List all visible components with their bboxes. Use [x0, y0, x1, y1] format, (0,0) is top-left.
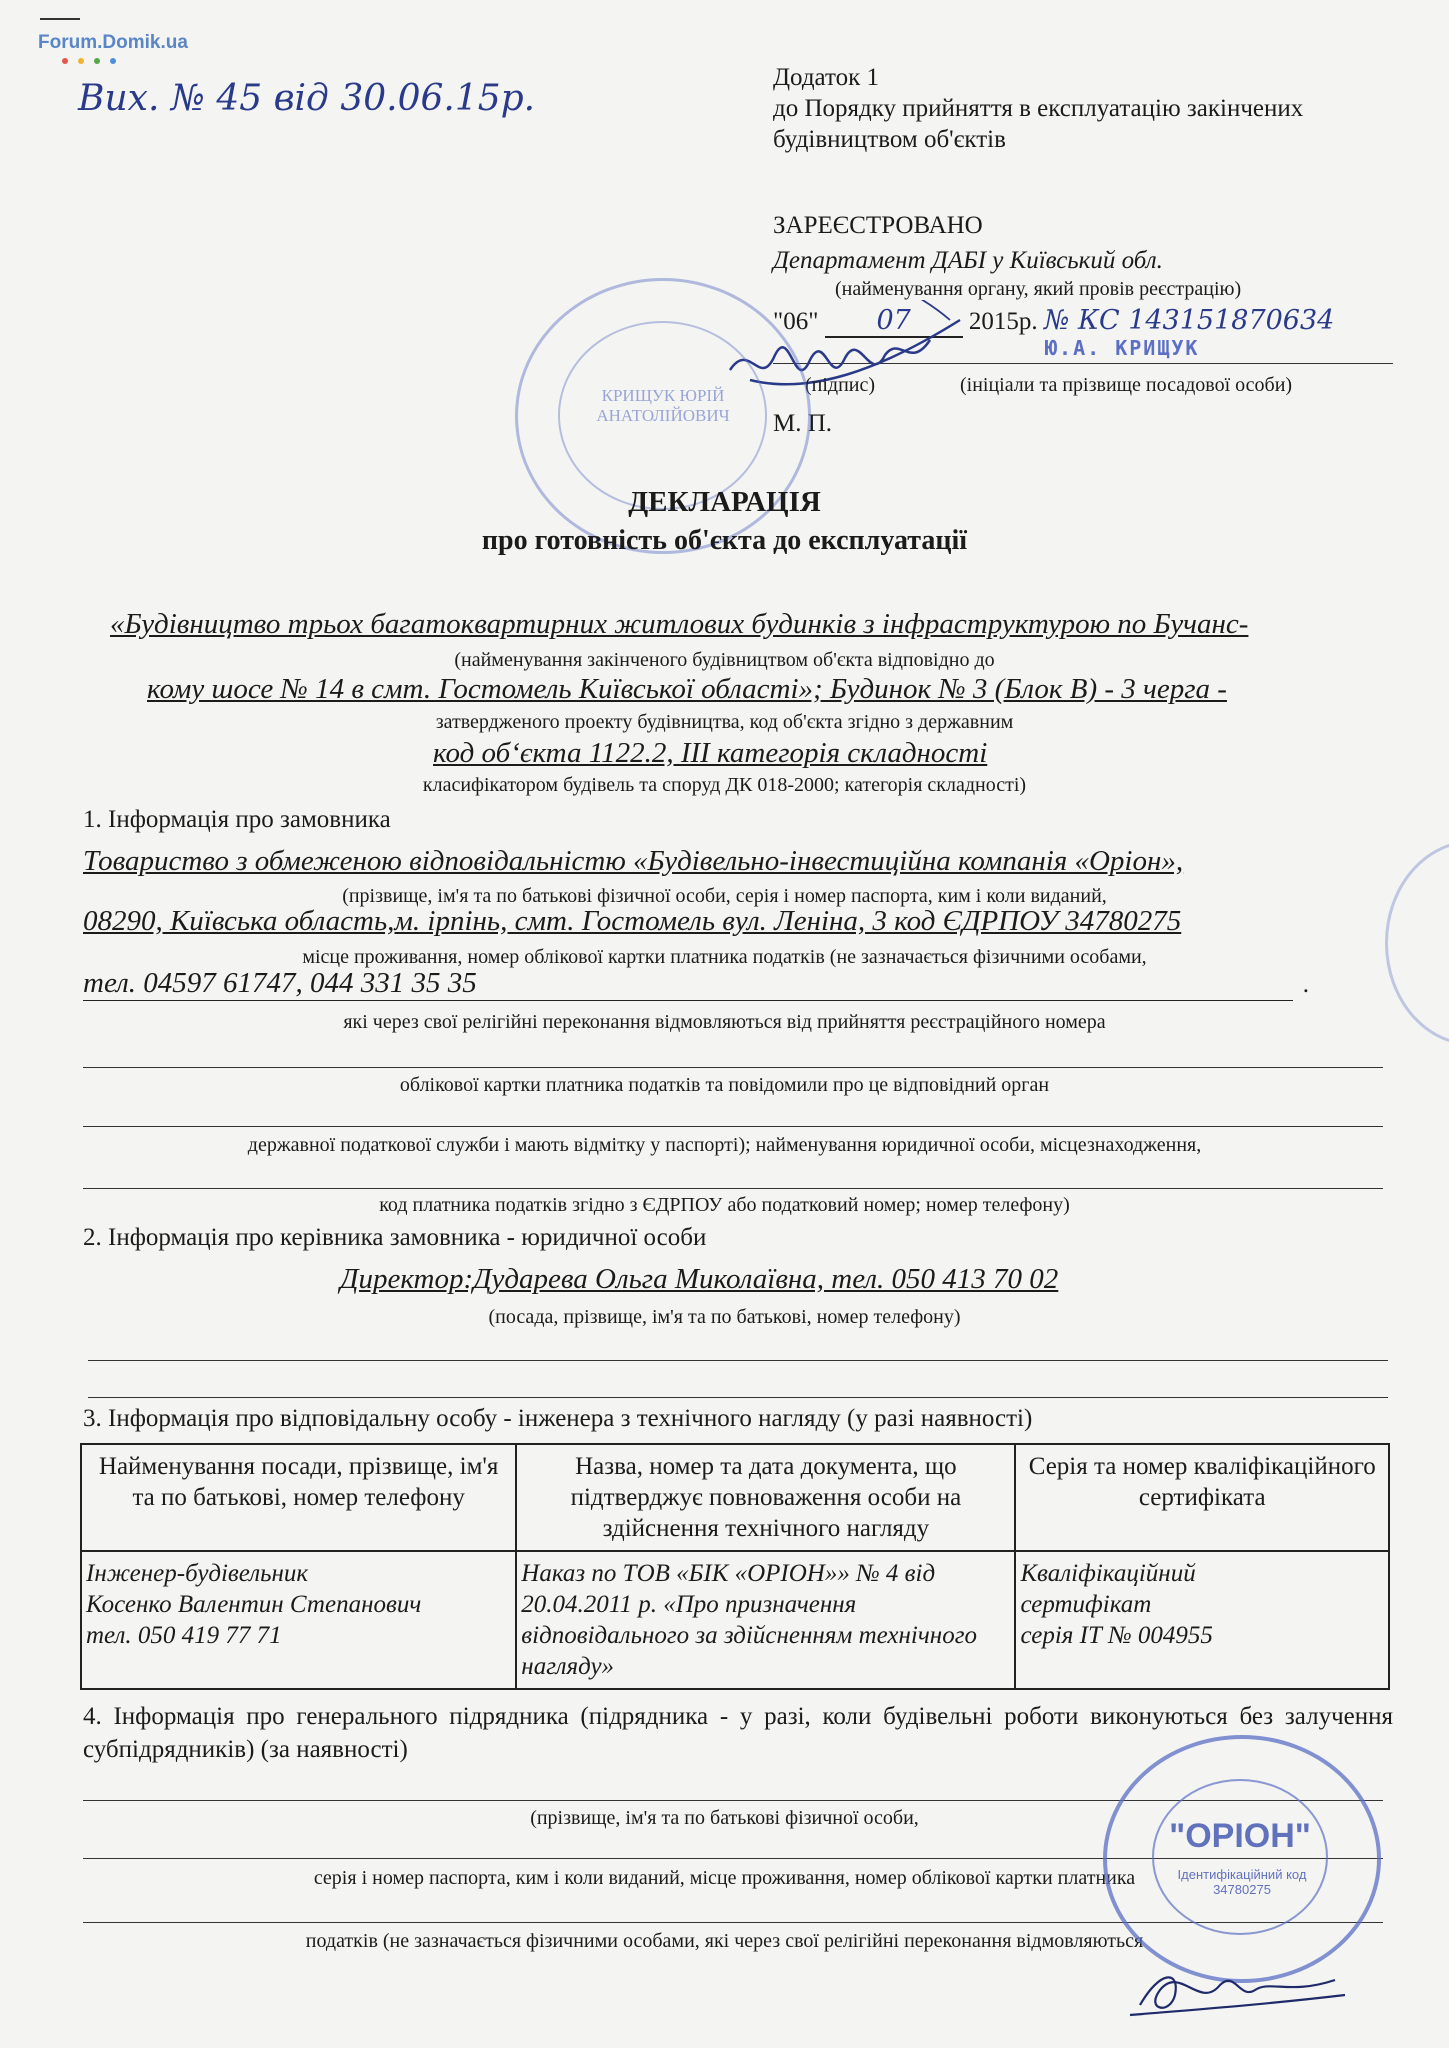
table-cell: Кваліфікаційний сертифікат серія ІТ № 004955: [1015, 1551, 1389, 1689]
table-header-row: [81, 1444, 1389, 1551]
director-signature: [1120, 1950, 1350, 2030]
customer-note-2: місце проживання, номер облікової картки платника податків (не зазначається фізичними особами,: [302, 946, 1147, 968]
section1-heading: 1. Інформація про замовника: [83, 806, 391, 833]
initials-note: (ініціали та прізвище посадової особи): [960, 374, 1293, 396]
annex-header: [773, 62, 1303, 155]
customer-note-4: облікової картки платника податків та повідомили про це відповідний орган: [399, 1074, 1050, 1096]
registered-label: ЗАРЕЄСТРОВАНО: [773, 212, 983, 239]
handwritten-ref: Вих. № 45 від 30.06.15р.: [78, 78, 536, 119]
customer-phone-end: .: [1302, 971, 1309, 998]
watermark-logo: Forum.Domik.ua: [38, 32, 188, 53]
corner-mark: [40, 18, 80, 20]
customer-phone: тел. 04597 61747, 044 331 35 35: [83, 967, 477, 999]
date-year: 2015р.: [968, 308, 1038, 335]
registration-authority-note: (найменування органу, який провів реєстрацію): [835, 278, 1242, 300]
official-stamp-text: КРИЩУК ЮРІЙ АНАТОЛІЙОВИЧ: [596, 386, 730, 425]
annex-line: будівництвом об'єктів: [773, 126, 1006, 153]
blank-line: [83, 1067, 1383, 1068]
section3-heading: 3. Інформація про відповідальну особу - інженера з технічного нагляду (у разі наявності): [83, 1405, 1033, 1432]
director-note: (посада, прізвище, ім'я та по батькові, номер телефону): [488, 1306, 961, 1328]
customer-note-6: код платника податків згідно з ЄДРПОУ або податковий номер; номер телефону): [379, 1194, 1070, 1216]
customer-note-5: державної податкової служби і мають відмітку у паспорті); найменування юридичної особи, місцезнаходження,: [247, 1134, 1202, 1156]
page-title: ДЕКЛАРАЦІЯ: [628, 486, 821, 518]
object-note-2: затвердженого проекту будівництва, код об'єкта згідно з державним: [435, 711, 1014, 733]
company-seal-code: Ідентифікаційний код 34780275: [1177, 1867, 1307, 1897]
company-seal-name: "ОРІОН": [1169, 1817, 1311, 1855]
object-line-1: «Будівництво трьох багатоквартирних житлових будинків з інфраструктурою по Бучанс-: [110, 608, 1249, 640]
table-header-cell: Найменування посади, прізвище, ім'я та по батькові, номер телефону: [81, 1444, 516, 1551]
table-row: [81, 1551, 1389, 1689]
company-seal-inner-ring: [1152, 1779, 1328, 1935]
object-note-1: (найменування закінченого будівництвом об'єкта відповідно до: [454, 649, 995, 671]
signer-stamp: Ю.А. КРИЩУК: [1045, 336, 1200, 360]
object-line-3: код об‘єкта 1122.2, ІІІ категорія складності: [433, 737, 988, 769]
customer-address: 08290, Київська область,м. ірпінь, смт. Гостомель вул. Леніна, 3 код ЄДРПОУ 34780275: [83, 905, 1182, 937]
date-month: 07: [825, 305, 963, 338]
contractor-note-2: серія і номер паспорта, ким і коли виданий, місце проживання, номер облікової картки платника: [313, 1867, 1136, 1889]
registration-number: № КС 143151870634: [1043, 305, 1335, 336]
annex-line: Додаток 1: [773, 64, 879, 91]
director-info: Директор:Дударева Ольга Миколаївна, тел. 050 413 70 02: [340, 1263, 1059, 1295]
table-header-cell: Серія та номер кваліфікаційного сертифіката: [1015, 1444, 1389, 1551]
section2-heading: 2. Інформація про керівника замовника - юридичної особи: [83, 1224, 707, 1251]
customer-phone-row: [83, 967, 1309, 1001]
page-subtitle: про готовність об'єкта до експлуатації: [481, 525, 968, 556]
customer-note-3: які через свої релігійні переконання відмовляються від прийняття реєстраційного номера: [343, 1011, 1106, 1033]
seal-place: М. П.: [773, 410, 833, 437]
table-header-cell: Назва, номер та дата документа, що підтверджує повноваження особи на здійснення технічного нагляду: [516, 1444, 1015, 1551]
tech-supervision-table: [80, 1443, 1390, 1690]
company-seal: [1103, 1735, 1381, 1983]
object-note-3: класифікатором будівель та споруд ДК 018-2000; категорія складності): [422, 774, 1027, 796]
blank-line: [88, 1397, 1388, 1398]
table-cell: Наказ по ТОВ «БІК «ОРІОН»» № 4 від 20.04.2011 р. «Про призначення відповідального за здійсненням технічного нагляду»: [516, 1551, 1015, 1689]
customer-note-1: (прізвище, ім'я та по батькові фізичної особи, серія і номер паспорта, ким і коли виданий,: [342, 885, 1107, 907]
table-cell: Інженер-будівельник Косенко Валентин Степанович тел. 050 419 77 71: [81, 1551, 516, 1689]
date-day: "06": [773, 308, 819, 335]
blank-line: [83, 1188, 1383, 1189]
blank-line: [83, 1126, 1383, 1127]
object-line-2: кому шосе № 14 в смт. Гостомель Київської області»; Будинок № 3 (Блок В) - 3 черга -: [147, 673, 1227, 705]
contractor-note-3: податків (не зазначається фізичними особами, які через свої релігійні переконання відмовляються: [305, 1930, 1144, 1952]
blank-line: [88, 1360, 1388, 1361]
section4-heading: 4. Інформація про генерального підрядника (підрядника - у разі, коли будівельні роботи виконуються без залучення субпідрядників) (за наявності): [83, 1703, 1393, 1763]
signature-note: (підпис): [805, 374, 876, 396]
watermark-dots: [62, 56, 126, 67]
registration-authority: Департамент ДАБІ у Київський обл.: [773, 247, 1163, 274]
customer-name: Товариство з обмеженою відповідальністю «Будівельно-інвестиційна компанія «Оріон»,: [83, 845, 1184, 877]
annex-line: до Порядку прийняття в експлуатацію закінчених: [773, 95, 1304, 122]
contractor-note-1: (прізвище, ім'я та по батькові фізичної особи,: [530, 1807, 919, 1829]
